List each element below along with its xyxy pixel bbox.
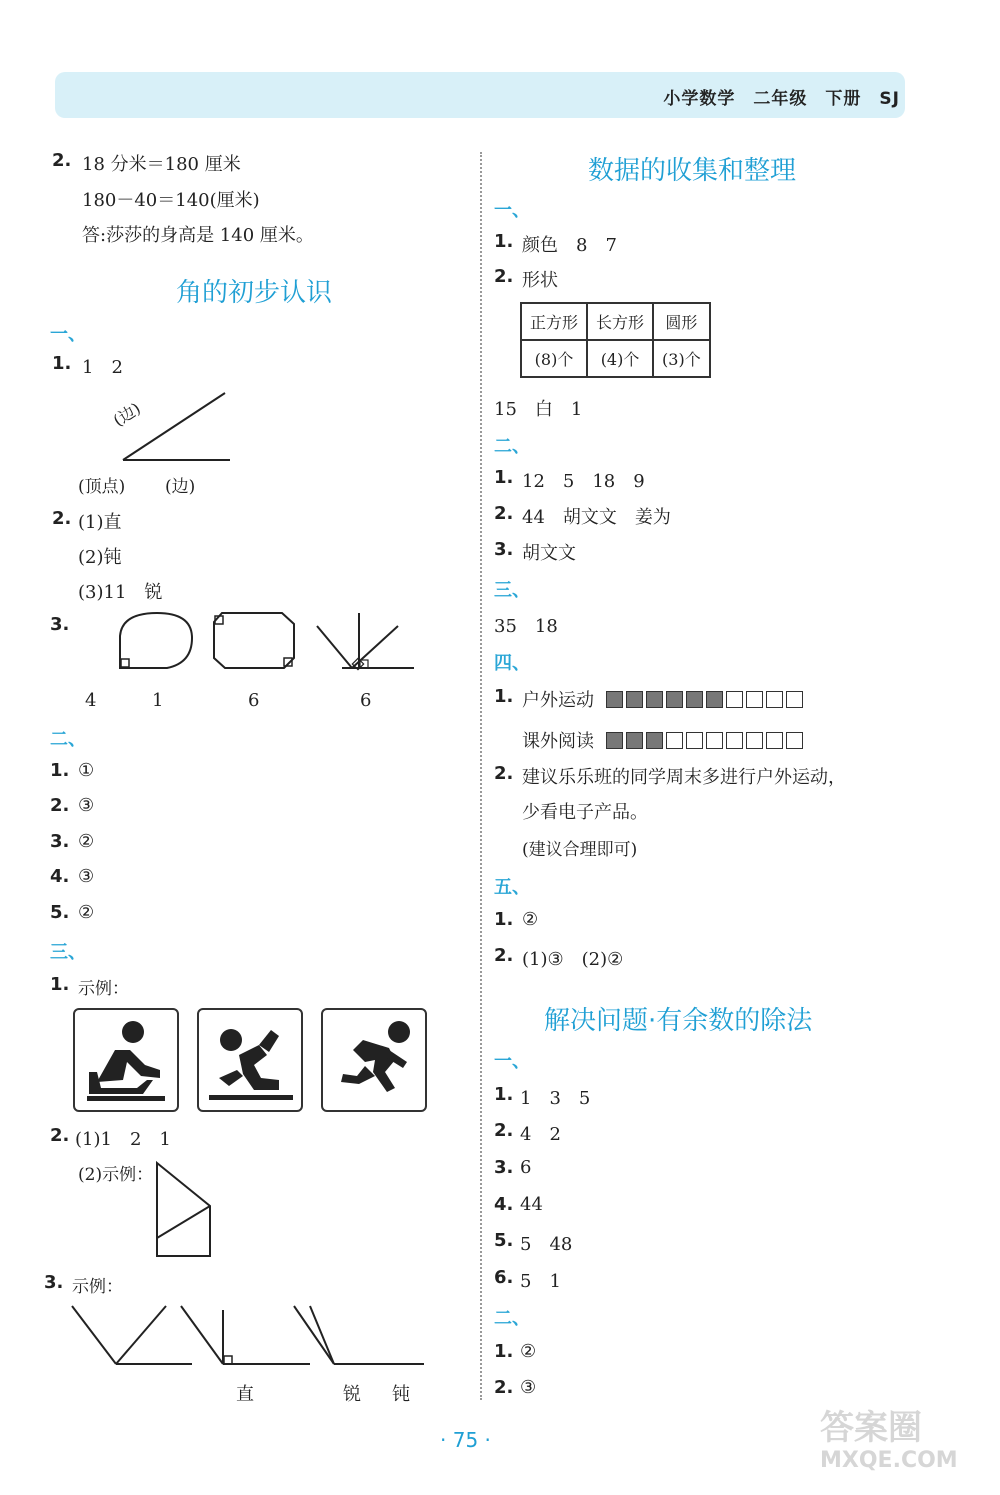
right-section-3: 三、 [494, 580, 530, 601]
table-header-cell: 长方形 [587, 303, 653, 340]
right-s2-q1-number: 1. [494, 467, 514, 488]
book-header [645, 84, 900, 109]
div-q5-answer: 5 48 [520, 1234, 573, 1255]
div-q1-number: 1. [494, 1084, 514, 1105]
table-header-cell: 圆形 [653, 303, 710, 340]
right-div-section-1: 一、 [494, 1051, 530, 1072]
right-s4-q2-line3: (建议合理即可) [522, 840, 638, 860]
right-after-table-answer: 15 白 1 [494, 399, 583, 420]
right-section-2: 二、 [494, 436, 530, 457]
right-s2-q3-answer: 胡文文 [522, 543, 576, 564]
angle-side-label-lower: (边) [165, 477, 196, 497]
shape-count-4: 6 [360, 690, 372, 711]
left-s3-q1-number: 1. [50, 974, 70, 995]
pictogram-run-icon [321, 1008, 427, 1112]
cut-shape-figure [152, 1158, 217, 1260]
left-s2-q1-answer: ① [78, 760, 95, 781]
angle-name-acute: 锐 [343, 1384, 361, 1405]
table-cell: (4)个 [587, 340, 653, 377]
table-header-cell: 正方形 [521, 303, 587, 340]
empty-box [726, 691, 743, 708]
right-s4-q2-line1: 建议乐乐班的同学周末多进行户外运动， [522, 767, 846, 788]
left-s3-q1-label: 示例： [78, 979, 129, 999]
right-q1-answer: 颜色 8 7 [522, 235, 617, 256]
right-q2-number: 2. [494, 266, 514, 287]
left-s2-q1-number: 1. [50, 760, 70, 781]
right-div-section-2: 二、 [494, 1308, 530, 1329]
right-s5-q2-number: 2. [494, 945, 514, 966]
page-number: · 75 · [440, 1428, 491, 1452]
left-s2-q4-number: 4. [50, 866, 70, 887]
right-angle-shapes-figure [112, 608, 422, 674]
filled-box [606, 691, 623, 708]
watermark-logo: 答案圈 [820, 1408, 922, 1448]
table-cell: (8)个 [521, 340, 587, 377]
pictogram-sit-up-icon [73, 1008, 179, 1112]
division-section-title: 解决问题·有余数的除法 [544, 1006, 813, 1036]
right-s2-q1-answer: 12 5 18 9 [522, 471, 645, 492]
angle-examples-figure [68, 1302, 428, 1368]
bar-boxes-outdoor [606, 690, 806, 711]
left-s1-q2-answer-2: (2)钝 [78, 547, 122, 568]
filled-box [646, 691, 663, 708]
right-section-4: 四、 [494, 653, 530, 674]
left-s2-q2-answer: ③ [78, 795, 95, 816]
left-q2-line3: 答:莎莎的身高是 140 厘米。 [82, 225, 314, 246]
angle-name-right: 直 [236, 1384, 254, 1405]
watermark-url: MXQE.COM [820, 1448, 958, 1473]
left-s1-q2-answer-3: (3)11 锐 [78, 582, 163, 603]
empty-box [766, 691, 783, 708]
shape-count-3: 6 [248, 690, 260, 711]
div-q1-answer: 1 3 5 [520, 1088, 591, 1109]
left-s3-q2-example-label: (2)示例： [78, 1165, 154, 1185]
shape-count-table [520, 302, 711, 378]
empty-box [746, 732, 763, 749]
header-edition: SJ [879, 89, 900, 109]
left-s3-q2-number: 2. [50, 1125, 70, 1146]
filled-box [706, 691, 723, 708]
left-s1-q3-number: 3. [50, 614, 70, 635]
bar-row-reading [522, 727, 806, 753]
left-section-1: 一、 [50, 324, 86, 345]
div-q2-number: 2. [494, 1120, 514, 1141]
right-q2-answer: 形状 [522, 270, 558, 291]
right-section-1: 一、 [494, 200, 530, 221]
angle-name-obtuse: 钝 [392, 1384, 410, 1405]
header-volume: 下册 [825, 89, 862, 109]
div-q6-answer: 5 1 [520, 1271, 561, 1292]
div-q4-answer: 44 [520, 1194, 543, 1215]
div-q6-number: 6. [494, 1267, 514, 1288]
right-q1-number: 1. [494, 231, 514, 252]
left-q2-line2: 180－40＝140(厘米) [82, 190, 260, 211]
left-section-3: 三、 [50, 942, 86, 963]
bar-label-reading: 课外阅读 [522, 731, 594, 752]
pictogram-fall-icon [197, 1008, 303, 1112]
column-divider [480, 152, 482, 1400]
left-s2-q3-number: 3. [50, 831, 70, 852]
div-q2-answer: 4 2 [520, 1124, 561, 1145]
div2-q1-answer: ② [520, 1341, 537, 1362]
right-s4-q2-number: 2. [494, 763, 514, 784]
right-s5-q1-number: 1. [494, 909, 514, 930]
angle-side-label-upper: (边) [109, 398, 144, 431]
header-grade: 二年级 [753, 89, 808, 109]
left-q2-number: 2. [52, 150, 72, 171]
div2-q2-number: 2. [494, 1377, 514, 1398]
div2-q1-number: 1. [494, 1341, 514, 1362]
header-subject: 小学数学 [663, 89, 736, 109]
table-cell: (3)个 [653, 340, 710, 377]
right-s2-q2-number: 2. [494, 503, 514, 524]
div-q3-number: 3. [494, 1157, 514, 1178]
right-s5-q1-answer: ② [522, 909, 539, 930]
bar-label-outdoor: 户外运动 [522, 690, 594, 711]
left-s1-q1-answer: 1 2 [82, 357, 123, 378]
div2-q2-answer: ③ [520, 1377, 537, 1398]
empty-box [706, 732, 723, 749]
data-section-title: 数据的收集和整理 [588, 156, 797, 186]
shape-count-2: 1 [152, 690, 164, 711]
bar-row-outdoor [522, 686, 806, 712]
shape-count-1: 4 [85, 690, 97, 711]
empty-box [786, 732, 803, 749]
left-s2-q5-number: 5. [50, 902, 70, 923]
left-s3-q3-number: 3. [44, 1272, 64, 1293]
empty-box [746, 691, 763, 708]
empty-box [786, 691, 803, 708]
left-s2-q3-answer: ② [78, 831, 95, 852]
left-s2-q4-answer: ③ [78, 866, 95, 887]
left-section-2: 二、 [50, 729, 86, 750]
table-header-row [521, 303, 710, 340]
filled-box [646, 732, 663, 749]
left-s1-q1-number: 1. [52, 353, 72, 374]
filled-box [666, 691, 683, 708]
filled-box [626, 691, 643, 708]
angle-vertex-label: (顶点) [78, 477, 126, 497]
right-s3-answer: 35 18 [494, 616, 558, 637]
empty-box [726, 732, 743, 749]
left-s3-q2-answer: (1)1 2 1 [75, 1129, 171, 1150]
filled-box [686, 691, 703, 708]
filled-box [606, 732, 623, 749]
left-s2-q2-number: 2. [50, 795, 70, 816]
right-s4-q2-line2: 少看电子产品。 [522, 802, 648, 823]
div-q3-answer: 6 [520, 1157, 532, 1178]
right-s2-q2-answer: 44 胡文文 姜为 [522, 507, 671, 528]
right-section-5: 五、 [494, 877, 530, 898]
empty-box [766, 732, 783, 749]
filled-box [626, 732, 643, 749]
angle-section-title: 角的初步认识 [176, 278, 333, 308]
right-s2-q3-number: 3. [494, 539, 514, 560]
left-s1-q2-number: 2. [52, 508, 72, 529]
left-s2-q5-answer: ② [78, 902, 95, 923]
left-s1-q2-answer-1: (1)直 [78, 512, 122, 533]
bar-boxes-reading [606, 731, 806, 752]
right-s4-q1-number: 1. [494, 686, 514, 707]
left-q2-line1: 18 分米＝180 厘米 [82, 154, 241, 175]
right-s5-q2-answer: (1)③ (2)② [522, 949, 624, 970]
left-s3-q3-label: 示例： [72, 1277, 123, 1297]
table-row [521, 340, 710, 377]
div-q4-number: 4. [494, 1194, 514, 1215]
div-q5-number: 5. [494, 1230, 514, 1251]
empty-box [666, 732, 683, 749]
empty-box [686, 732, 703, 749]
